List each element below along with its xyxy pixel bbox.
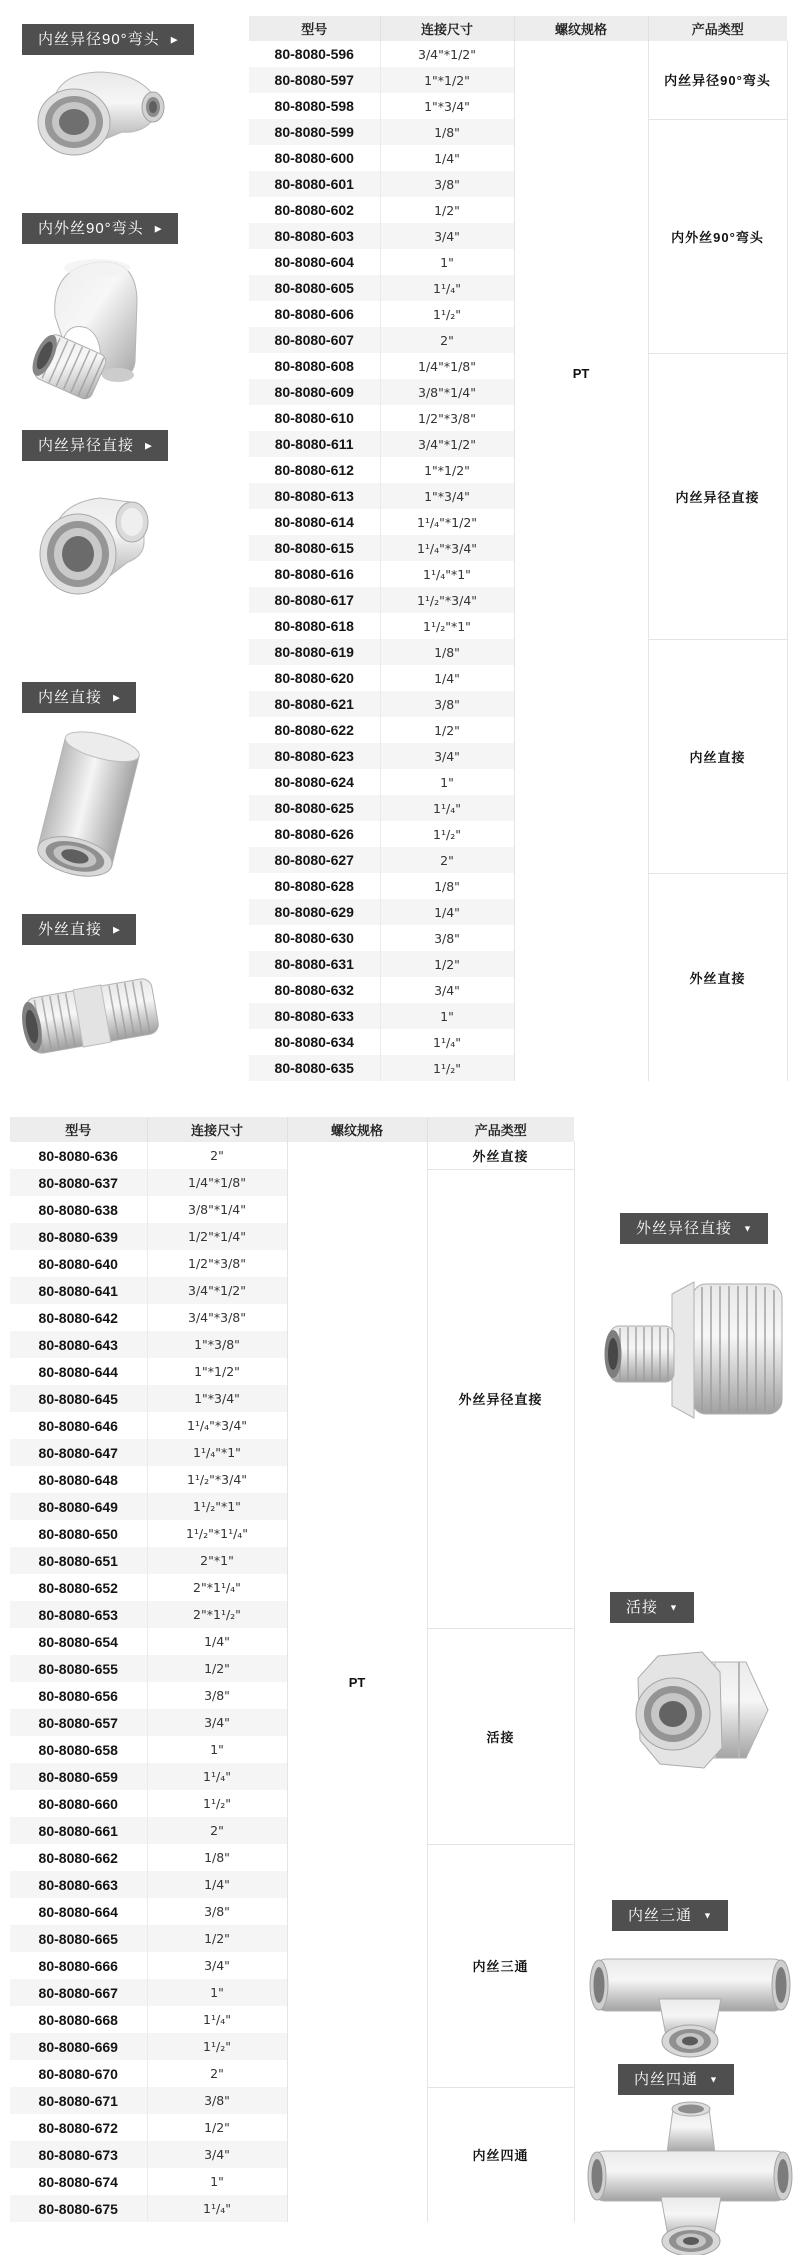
model-cell: 80-8080-596 xyxy=(274,46,354,62)
size-cell: 1¹/₂" xyxy=(380,301,514,327)
column-header: 螺纹规格 xyxy=(514,16,648,41)
model-cell: 80-8080-643 xyxy=(10,1331,147,1358)
model-cell: 80-8080-640 xyxy=(38,1255,118,1272)
thread-spec-cell: PT xyxy=(514,41,648,1081)
size-cell: 1" xyxy=(147,2168,287,2195)
size-cell: 2" xyxy=(380,847,514,873)
header-row xyxy=(249,16,787,41)
model-cell: 80-8080-639 xyxy=(10,1223,147,1250)
category-label: 内丝异径90°弯头 xyxy=(38,31,160,48)
size-cell: 1/2"*3/8" xyxy=(147,1250,287,1277)
size-cell: 3/4" xyxy=(147,1709,287,1736)
model-cell: 80-8080-599 xyxy=(249,119,380,145)
size-cell: 1/2" xyxy=(380,951,514,977)
model-cell: 80-8080-660 xyxy=(38,1795,118,1812)
size-cell: 1/8" xyxy=(380,119,514,145)
model-cell: 80-8080-601 xyxy=(249,171,380,197)
triangle-down-icon: ▼ xyxy=(703,1910,713,1921)
size-cell: 2"*1¹/₂" xyxy=(147,1601,287,1628)
category-button-ff-reducing-elbow[interactable] xyxy=(22,24,194,55)
product-photo-ff-tee xyxy=(585,1933,795,2060)
thread-spec-cell: PT xyxy=(287,1142,427,2222)
size-cell: 1¹/₂"*3/4" xyxy=(380,587,514,613)
size-cell: 3/4"*1/2" xyxy=(380,431,514,457)
model-cell: 80-8080-657 xyxy=(10,1709,147,1736)
model-cell: 80-8080-633 xyxy=(249,1003,380,1029)
size-cell: 2" xyxy=(147,1817,287,1844)
triangle-right-icon: ▶ xyxy=(113,924,121,935)
product-photo-mm-reducing-nipple xyxy=(598,1260,793,1445)
size-cell: 1/2"*3/8" xyxy=(380,405,514,431)
ff-cross-image xyxy=(583,2097,798,2255)
size-cell: 1" xyxy=(380,249,514,275)
table-row xyxy=(10,1142,574,1169)
category-label: 外丝直接 xyxy=(38,921,103,938)
triangle-right-icon: ▶ xyxy=(145,440,153,451)
model-cell: 80-8080-600 xyxy=(274,150,354,166)
spec-table-top xyxy=(249,16,788,1081)
model-cell: 80-8080-637 xyxy=(10,1169,147,1196)
category-label: 内丝四通 xyxy=(634,2071,699,2088)
column-header: 型号 xyxy=(10,1117,147,1142)
size-cell: 1¹/₂"*1" xyxy=(147,1493,287,1520)
model-cell: 80-8080-653 xyxy=(10,1601,147,1628)
model-cell: 80-8080-624 xyxy=(274,774,354,790)
size-cell: 1" xyxy=(380,1003,514,1029)
category-label: 内外丝90°弯头 xyxy=(38,220,144,237)
category-label: 内丝异径直接 xyxy=(38,437,135,454)
model-cell: 80-8080-654 xyxy=(38,1633,118,1650)
model-cell: 80-8080-625 xyxy=(249,795,380,821)
ff-tee-image xyxy=(585,1933,795,2060)
product-type-cell: 活接 xyxy=(427,1628,574,1844)
size-cell: 1"*1/2" xyxy=(147,1358,287,1385)
size-cell: 3/8"*1/4" xyxy=(380,379,514,405)
column-header: 产品类型 xyxy=(648,16,787,41)
size-cell: 1/2"*1/4" xyxy=(147,1223,287,1250)
size-cell: 1¹/₄" xyxy=(147,1763,287,1790)
product-type-cell: 内外丝90°弯头 xyxy=(648,119,787,353)
size-cell: 1¹/₂" xyxy=(380,821,514,847)
size-cell: 1/4" xyxy=(147,1628,287,1655)
model-cell: 80-8080-626 xyxy=(274,826,354,842)
model-cell: 80-8080-632 xyxy=(274,982,354,998)
triangle-right-icon: ▶ xyxy=(113,692,121,703)
size-cell: 1¹/₂"*1" xyxy=(380,613,514,639)
size-cell: 3/8" xyxy=(147,1898,287,1925)
size-cell: 1/4" xyxy=(380,145,514,171)
model-cell: 80-8080-641 xyxy=(10,1277,147,1304)
model-cell: 80-8080-636 xyxy=(38,1147,118,1164)
size-cell: 3/4" xyxy=(380,743,514,769)
model-cell: 80-8080-612 xyxy=(274,462,354,478)
mm-nipple-image xyxy=(16,956,168,1080)
column-header: 螺纹规格 xyxy=(287,1117,427,1142)
size-cell: 3/8" xyxy=(380,691,514,717)
model-cell: 80-8080-664 xyxy=(38,1903,118,1920)
category-label: 活接 xyxy=(626,1599,659,1616)
size-cell: 1"*3/4" xyxy=(380,483,514,509)
size-cell: 1/2" xyxy=(147,2114,287,2141)
size-cell: 1/2" xyxy=(147,1655,287,1682)
model-cell: 80-8080-673 xyxy=(10,2141,147,2168)
model-cell: 80-8080-631 xyxy=(249,951,380,977)
category-label: 内丝直接 xyxy=(38,689,103,706)
product-photo-union xyxy=(618,1638,773,1783)
model-cell: 80-8080-651 xyxy=(10,1547,147,1574)
model-cell: 80-8080-675 xyxy=(10,2195,147,2222)
size-cell: 1/4" xyxy=(380,665,514,691)
model-cell: 80-8080-655 xyxy=(10,1655,147,1682)
model-cell: 80-8080-656 xyxy=(38,1687,118,1704)
size-cell: 1¹/₄"*3/4" xyxy=(147,1412,287,1439)
size-cell: 1"*1/2" xyxy=(380,67,514,93)
model-cell: 80-8080-663 xyxy=(10,1871,147,1898)
union-image xyxy=(618,1638,773,1783)
model-cell: 80-8080-628 xyxy=(274,878,354,894)
model-cell: 80-8080-620 xyxy=(274,670,354,686)
size-cell: 1/8" xyxy=(380,639,514,665)
product-photo-mm-nipple xyxy=(16,956,168,1080)
model-cell: 80-8080-647 xyxy=(10,1439,147,1466)
model-cell: 80-8080-619 xyxy=(249,639,380,665)
product-type-cell: 外丝直接 xyxy=(427,1142,574,1169)
model-cell: 80-8080-615 xyxy=(249,535,380,561)
category-label: 内丝三通 xyxy=(628,1907,693,1924)
ff-reducing-elbow-image xyxy=(22,60,167,165)
model-cell: 80-8080-617 xyxy=(249,587,380,613)
size-cell: 1¹/₄" xyxy=(147,2006,287,2033)
size-cell: 1¹/₄"*1" xyxy=(380,561,514,587)
size-cell: 3/8" xyxy=(147,2087,287,2114)
model-cell: 80-8080-622 xyxy=(274,722,354,738)
spec-table-bottom xyxy=(10,1117,575,2222)
size-cell: 2"*1" xyxy=(147,1547,287,1574)
model-cell: 80-8080-627 xyxy=(249,847,380,873)
model-cell: 80-8080-669 xyxy=(10,2033,147,2060)
product-type-cell: 内丝异径直接 xyxy=(648,353,787,639)
model-cell: 80-8080-658 xyxy=(38,1741,118,1758)
size-cell: 2" xyxy=(147,2060,287,2087)
size-cell: 3/8" xyxy=(380,171,514,197)
size-cell: 1/4"*1/8" xyxy=(147,1169,287,1196)
category-label: 外丝异径直接 xyxy=(636,1220,733,1237)
model-cell: 80-8080-650 xyxy=(38,1525,118,1542)
product-photo-ff-reducing-elbow xyxy=(22,60,167,165)
triangle-down-icon: ▼ xyxy=(669,1602,679,1613)
category-button-mm-reducing-nipple[interactable] xyxy=(620,1213,768,1244)
size-cell: 1/8" xyxy=(147,1844,287,1871)
model-cell: 80-8080-598 xyxy=(274,98,354,114)
size-cell: 1¹/₄" xyxy=(380,275,514,301)
model-cell: 80-8080-630 xyxy=(274,930,354,946)
size-cell: 1¹/₂" xyxy=(380,1055,514,1081)
triangle-right-icon: ▶ xyxy=(154,223,163,234)
model-cell: 80-8080-611 xyxy=(249,431,380,457)
size-cell: 1/4"*1/8" xyxy=(380,353,514,379)
category-button-mm-nipple[interactable] xyxy=(22,914,136,945)
size-cell: 1¹/₄"*1/2" xyxy=(380,509,514,535)
size-cell: 3/4"*1/2" xyxy=(380,41,514,67)
model-cell: 80-8080-645 xyxy=(10,1385,147,1412)
model-cell: 80-8080-665 xyxy=(10,1925,147,1952)
size-cell: 3/4"*3/8" xyxy=(147,1304,287,1331)
mm-reducing-nipple-image xyxy=(598,1260,793,1445)
model-cell: 80-8080-618 xyxy=(274,618,354,634)
model-cell: 80-8080-604 xyxy=(274,254,354,270)
size-cell: 1¹/₄" xyxy=(147,2195,287,2222)
size-cell: 1¹/₂" xyxy=(147,1790,287,1817)
model-cell: 80-8080-642 xyxy=(38,1309,118,1326)
model-cell: 80-8080-602 xyxy=(274,202,354,218)
product-type-cell: 内丝直接 xyxy=(648,639,787,873)
model-cell: 80-8080-666 xyxy=(38,1957,118,1974)
size-cell: 1" xyxy=(147,1736,287,1763)
size-cell: 1"*3/4" xyxy=(380,93,514,119)
model-cell: 80-8080-661 xyxy=(10,1817,147,1844)
product-photo-ff-cross xyxy=(583,2097,798,2255)
model-cell: 80-8080-644 xyxy=(38,1363,118,1380)
model-cell: 80-8080-623 xyxy=(249,743,380,769)
size-cell: 2" xyxy=(380,327,514,353)
product-photo-ff-coupling xyxy=(28,720,150,888)
model-cell: 80-8080-605 xyxy=(249,275,380,301)
size-cell: 1¹/₂" xyxy=(147,2033,287,2060)
size-cell: 3/8"*1/4" xyxy=(147,1196,287,1223)
size-cell: 3/4" xyxy=(147,1952,287,1979)
size-cell: 1/2" xyxy=(380,197,514,223)
model-cell: 80-8080-646 xyxy=(38,1417,118,1434)
model-cell: 80-8080-629 xyxy=(249,899,380,925)
ff-coupling-image xyxy=(28,720,150,888)
size-cell: 1¹/₄" xyxy=(380,1029,514,1055)
model-cell: 80-8080-652 xyxy=(38,1579,118,1596)
table-row xyxy=(249,41,787,67)
model-cell: 80-8080-606 xyxy=(274,306,354,322)
size-cell: 1¹/₄" xyxy=(380,795,514,821)
model-cell: 80-8080-638 xyxy=(38,1201,118,1218)
model-cell: 80-8080-597 xyxy=(249,67,380,93)
model-cell: 80-8080-603 xyxy=(249,223,380,249)
category-button-mf-elbow[interactable] xyxy=(22,213,178,244)
model-cell: 80-8080-616 xyxy=(274,566,354,582)
model-cell: 80-8080-672 xyxy=(38,2119,118,2136)
model-cell: 80-8080-670 xyxy=(38,2065,118,2082)
model-cell: 80-8080-607 xyxy=(249,327,380,353)
mf-elbow-image xyxy=(25,246,153,411)
ff-reducing-coupling-image xyxy=(22,470,162,622)
model-cell: 80-8080-609 xyxy=(249,379,380,405)
column-header: 型号 xyxy=(249,16,380,41)
model-cell: 80-8080-668 xyxy=(38,2011,118,2028)
size-cell: 3/4" xyxy=(380,223,514,249)
model-cell: 80-8080-671 xyxy=(10,2087,147,2114)
header-row xyxy=(10,1117,574,1142)
model-cell: 80-8080-608 xyxy=(274,358,354,374)
size-cell: 1/2" xyxy=(147,1925,287,1952)
model-cell: 80-8080-610 xyxy=(274,410,354,426)
size-cell: 1"*1/2" xyxy=(380,457,514,483)
size-cell: 1¹/₂"*3/4" xyxy=(147,1466,287,1493)
size-cell: 3/4" xyxy=(147,2141,287,2168)
category-button-ff-reducing-coupling[interactable] xyxy=(22,430,168,461)
column-header: 连接尺寸 xyxy=(147,1117,287,1142)
model-cell: 80-8080-659 xyxy=(10,1763,147,1790)
column-header: 产品类型 xyxy=(427,1117,574,1142)
product-photo-mf-elbow xyxy=(25,246,153,411)
size-cell: 2"*1¹/₄" xyxy=(147,1574,287,1601)
model-cell: 80-8080-614 xyxy=(274,514,354,530)
column-header: 连接尺寸 xyxy=(380,16,514,41)
size-cell: 1/2" xyxy=(380,717,514,743)
size-cell: 1¹/₂"*1¹/₄" xyxy=(147,1520,287,1547)
product-type-cell: 内丝三通 xyxy=(427,1844,574,2087)
model-cell: 80-8080-649 xyxy=(10,1493,147,1520)
product-type-cell: 内丝四通 xyxy=(427,2087,574,2222)
product-photo-ff-reducing-coupling xyxy=(22,470,162,622)
category-button-ff-cross[interactable] xyxy=(618,2064,734,2095)
category-button-ff-coupling[interactable] xyxy=(22,682,136,713)
model-cell: 80-8080-648 xyxy=(38,1471,118,1488)
size-cell: 1" xyxy=(380,769,514,795)
size-cell: 3/8" xyxy=(380,925,514,951)
size-cell: 1"*3/8" xyxy=(147,1331,287,1358)
size-cell: 3/4"*1/2" xyxy=(147,1277,287,1304)
model-cell: 80-8080-667 xyxy=(10,1979,147,2006)
size-cell: 1/8" xyxy=(380,873,514,899)
product-type-cell: 外丝直接 xyxy=(648,873,787,1081)
size-cell: 2" xyxy=(147,1142,287,1169)
triangle-down-icon: ▼ xyxy=(709,2074,719,2085)
size-cell: 1/4" xyxy=(380,899,514,925)
model-cell: 80-8080-621 xyxy=(249,691,380,717)
category-button-union[interactable] xyxy=(610,1592,694,1623)
product-type-cell: 内丝异径90°弯头 xyxy=(648,41,787,119)
triangle-right-icon: ▶ xyxy=(170,34,179,45)
size-cell: 1" xyxy=(147,1979,287,2006)
model-cell: 80-8080-674 xyxy=(38,2173,118,2190)
size-cell: 3/4" xyxy=(380,977,514,1003)
size-cell: 1¹/₄"*3/4" xyxy=(380,535,514,561)
size-cell: 3/8" xyxy=(147,1682,287,1709)
model-cell: 80-8080-662 xyxy=(38,1849,118,1866)
product-type-cell: 外丝异径直接 xyxy=(427,1169,574,1628)
size-cell: 1/4" xyxy=(147,1871,287,1898)
category-button-ff-tee[interactable] xyxy=(612,1900,728,1931)
triangle-down-icon: ▼ xyxy=(743,1223,753,1234)
model-cell: 80-8080-634 xyxy=(274,1034,354,1050)
size-cell: 1"*3/4" xyxy=(147,1385,287,1412)
size-cell: 1¹/₄"*1" xyxy=(147,1439,287,1466)
model-cell: 80-8080-613 xyxy=(249,483,380,509)
model-cell: 80-8080-635 xyxy=(249,1055,380,1081)
